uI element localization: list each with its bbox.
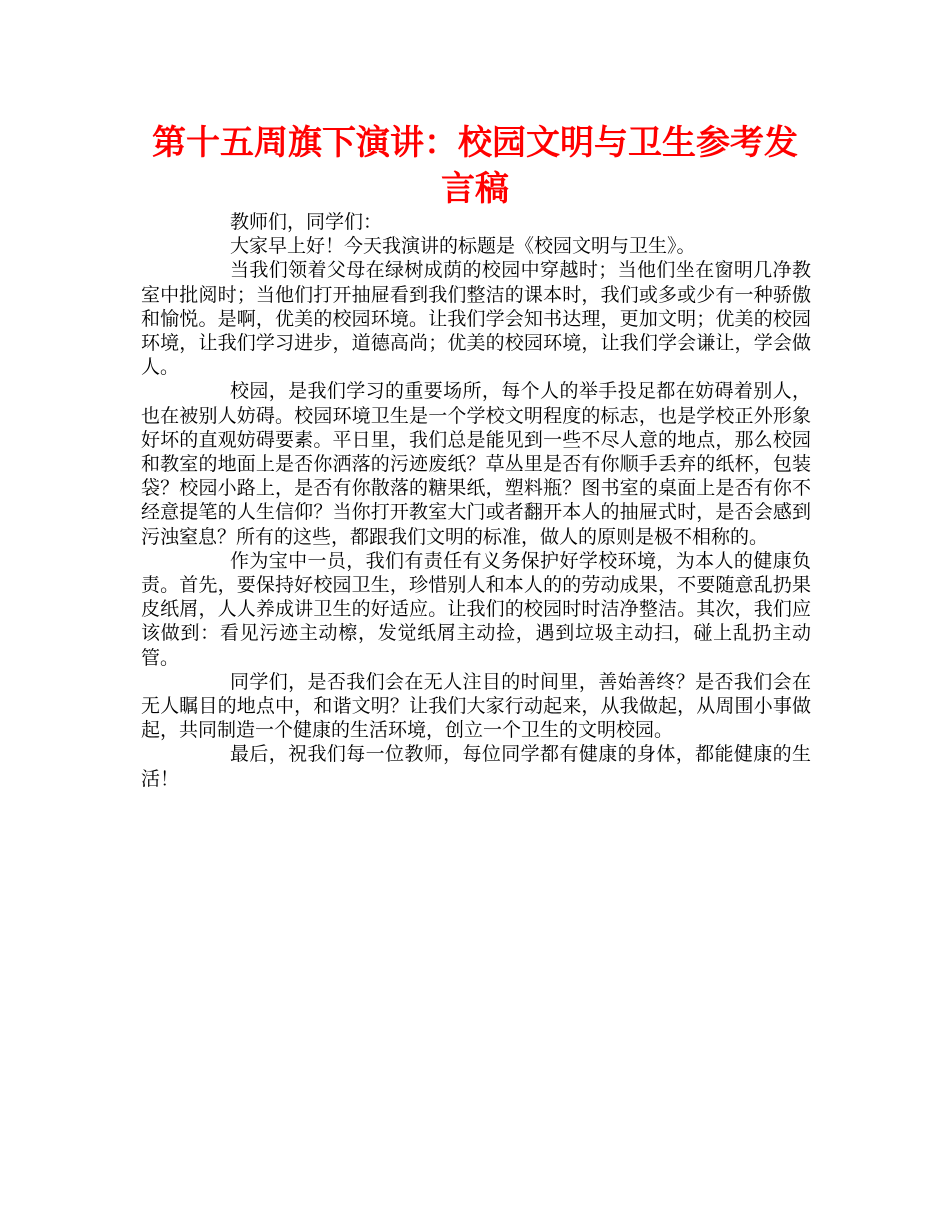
paragraph-closing: 最后，祝我们每一位教师，每位同学都有健康的身体，都能健康的生活！ (141, 743, 811, 790)
paragraph-2: 校园，是我们学习的重要场所，每个人的举手投足都在妨碍着别人，也在被别人妨碍。校园环境卫生是一个学校文明程度的标志，也是学校正外形象好坏的直观妨碍要素。平日里，我们总是能见到一些不尽人意的地点，那么校园和教室的地面上是否你洒落的污迹废纸？草丛里是否有你顺手丢弃的纸杯，包装袋？校园小路上，是否有你散落的糖果纸，塑料瓶？图书室的桌面上是否有你不经意提笔的人生信仰？当你打开教室大门或者翻开本人的抽屉式时，是否会感到污浊窒息？所有的这些，都跟我们文明的标准，做人的原则是极不相称的。 (141, 380, 811, 548)
paragraph-1: 当我们领着父母在绿树成荫的校园中穿越时；当他们坐在窗明几净教室中批阅时；当他们打开抽屉看到我们整洁的课本时，我们或多或少有一种骄傲和愉悦。是啊，优美的校园环境。让我们学会知书达理，更加文明；优美的校园环境，让我们学习进步，道德高尚；优美的校园环境，让我们学会谦让，学会做人。 (141, 259, 811, 379)
paragraph-4: 同学们，是否我们会在无人注目的时间里，善始善终？是否我们会在无人瞩目的地点中，和谐文明？让我们大家行动起来，从我做起，从周围小事做起，共同制造一个健康的生活环境，创立一个卫生的文明校园。 (141, 670, 811, 742)
document-body (141, 210, 811, 791)
paragraph-3: 作为宝中一员，我们有责任有义务保护好学校环境，为本人的健康负责。首先，要保持好校园卫生，珍惜别人和本人的的劳动成果，不要随意乱扔果皮纸屑，人人养成讲卫生的好适应。让我们的校园时时洁净整洁。其次，我们应该做到：看见污迹主动檫，发觉纸屑主动捡，遇到垃圾主动扫，碰上乱扔主动管。 (141, 549, 811, 669)
paragraph-opening: 大家早上好！今天我演讲的标题是《校园文明与卫生》。 (230, 235, 696, 258)
paragraph-greeting: 教师们，同学们： (230, 211, 383, 233)
document-title: 第十五周旗下演讲：校园文明与卫生参考发言稿 (152, 123, 798, 209)
